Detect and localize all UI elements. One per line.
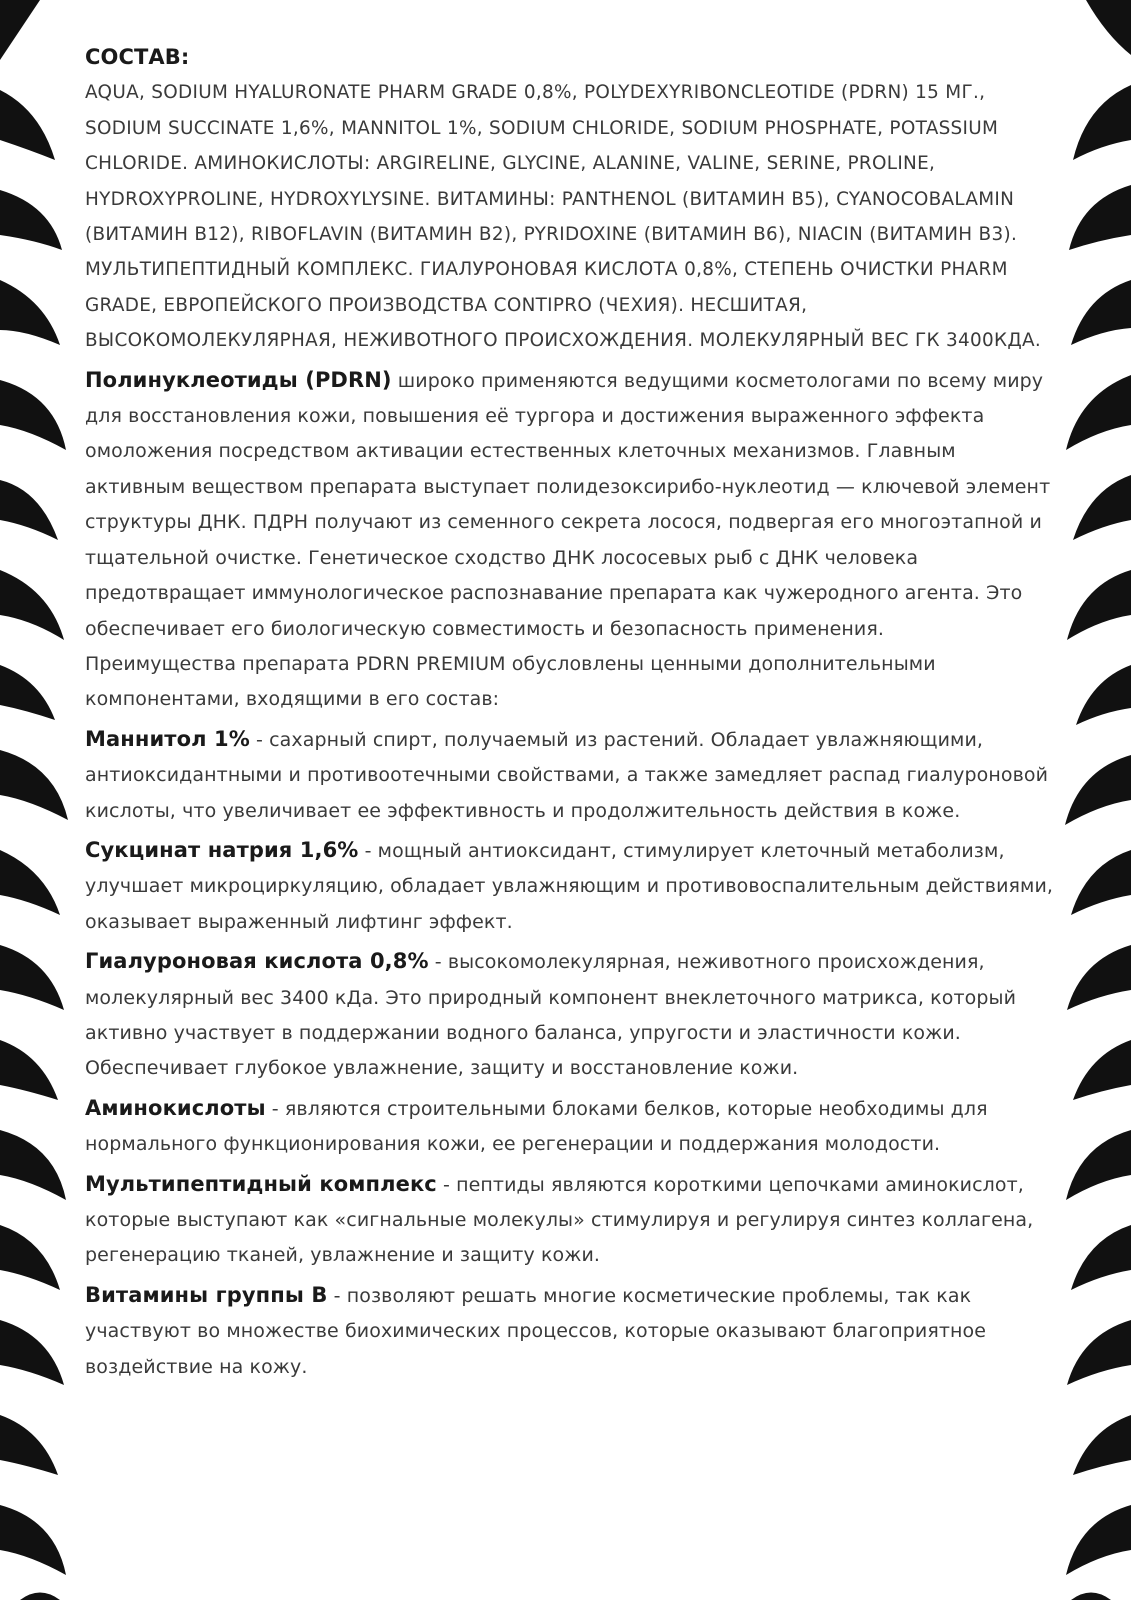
composition-heading: СОСТАВ: [85, 45, 190, 69]
component-text: - высокомолекулярная, неживотного происхождения, молекулярный вес 3400 кДа. Это природный компонент внеклеточного матрикса, который активно участвует в поддержании водного баланса, упругости и эластичности кожи. Обеспечивает глубокое увлажнение, защиту и восстановление кожи. [85, 951, 1017, 1080]
component-amino-acids [85, 1091, 1055, 1163]
component-text: - являются строительными блоками белков, которые необходимы для нормального функционирования кожи, ее регенерации и поддержания молодости. [85, 1097, 988, 1156]
zebra-stripes-left [0, 0, 70, 1600]
component-mannitol [85, 722, 1055, 829]
zebra-border-left [0, 0, 70, 1600]
composition-text: AQUA, SODIUM HYALURONATE PHARM GRADE 0,8%, POLYDEXYRIBONCLEOTIDE (PDRN) 15 МГ., SODIUM SUCCINATE 1,6%, MANNITOL 1%, SODIUM CHLORIDE, SODIUM PHOSPHATE, POTASSIUM CHLORIDE. АМИНОКИСЛОТЫ: ARGIRELINE, GLYCINE, ALANINE, VALINE, SERINE, PROLINE, HYDROXYPROLINE, HYDROXYLYSINE. ВИТАМИНЫ: PANTHENOL (ВИТАМИН B5), CYANOCOBALAMIN (ВИТАМИН B12), RIBOFLAVIN (ВИТАМИН B2), PYRIDOXINE (ВИТАМИН B6), NIACIN (ВИТАМИН B3). МУЛЬТИПЕПТИДНЫЙ КОМПЛЕКС. ГИАЛУРОНОВАЯ КИСЛОТА 0,8%, СТЕПЕНЬ ОЧИСТКИ PHARM GRADE, ЕВРОПЕЙСКОГО ПРОИЗВОДСТВА CONTIPRO (ЧЕХИЯ). НЕСШИТАЯ, ВЫСОКОМОЛЕКУЛЯРНАЯ, НЕЖИВОТНОГО ПРОИСХОЖДЕНИЯ. МОЛЕКУЛЯРНЫЙ ВЕС ГК 3400КДА. [85, 82, 1042, 352]
zebra-border-right [1061, 0, 1131, 1600]
component-term: Витамины группы B [85, 1282, 328, 1307]
pdrn-text: широко применяются ведущими косметологами по всему миру для восстановления кожи, повышения её тургора и достижения выраженного эффекта омоложения посредством активации естественных клеточных механизмов. Главным активным веществом препарата выступает полидезоксирибо-нуклеотид — ключевой элемент структуры ДНК. ПДРН получают из семенного секрета лосося, подвергая его многоэтапной и тщательной очистке. Генетическое сходство ДНК лососевых рыб с ДНК человека предотвращает иммунологическое распознавание препарата как чужеродного агента. Это обеспечивает его биологическую совместимость и безопасность применения. [85, 369, 1051, 640]
component-text: - пептиды являются короткими цепочками аминокислот, которые выступают как «сигнальные молекулы» стимулируя и регулируя синтез коллагена, регенерацию тканей, увлажнение и защиту кожи. [85, 1173, 1034, 1267]
pdrn-paragraph [85, 363, 1055, 647]
component-succinate [85, 833, 1055, 940]
component-multipeptide [85, 1167, 1055, 1274]
component-term: Маннитол 1% [85, 726, 250, 751]
zebra-stripes-right [1061, 0, 1131, 1600]
component-term: Сукцинат натрия 1,6% [85, 837, 359, 862]
component-term: Мультипептидный комплекс [85, 1171, 437, 1196]
advantages-paragraph: Преимущества препарата PDRN PREMIUM обусловлены ценными дополнительными компонентами, входящими в его состав: [85, 652, 936, 711]
document-body [85, 40, 1055, 1385]
component-text: - сахарный спирт, получаемый из растений. Обладает увлажняющими, антиоксидантными и противоотечными свойствами, а также замедляет распад гиалуроновой кислоты, что увеличивает ее эффективность и продолжительность действия в коже. [85, 728, 1049, 822]
pdrn-term: Полинуклеотиды (PDRN) [85, 367, 392, 392]
component-vitamins-b [85, 1278, 1055, 1385]
component-text: - позволяют решать многие косметические проблемы, так как участвуют во множестве биохимических процессов, которые оказывают благоприятное воздействие на кожу. [85, 1284, 987, 1378]
component-hyaluronic-acid [85, 944, 1055, 1087]
component-term: Аминокислоты [85, 1095, 266, 1120]
component-term: Гиалуроновая кислота 0,8% [85, 949, 429, 974]
component-text: - мощный антиоксидант, стимулирует клеточный метаболизм, улучшает микроциркуляцию, обладает увлажняющим и противовоспалительным действиями, оказывает выраженный лифтинг эффект. [85, 839, 1054, 933]
